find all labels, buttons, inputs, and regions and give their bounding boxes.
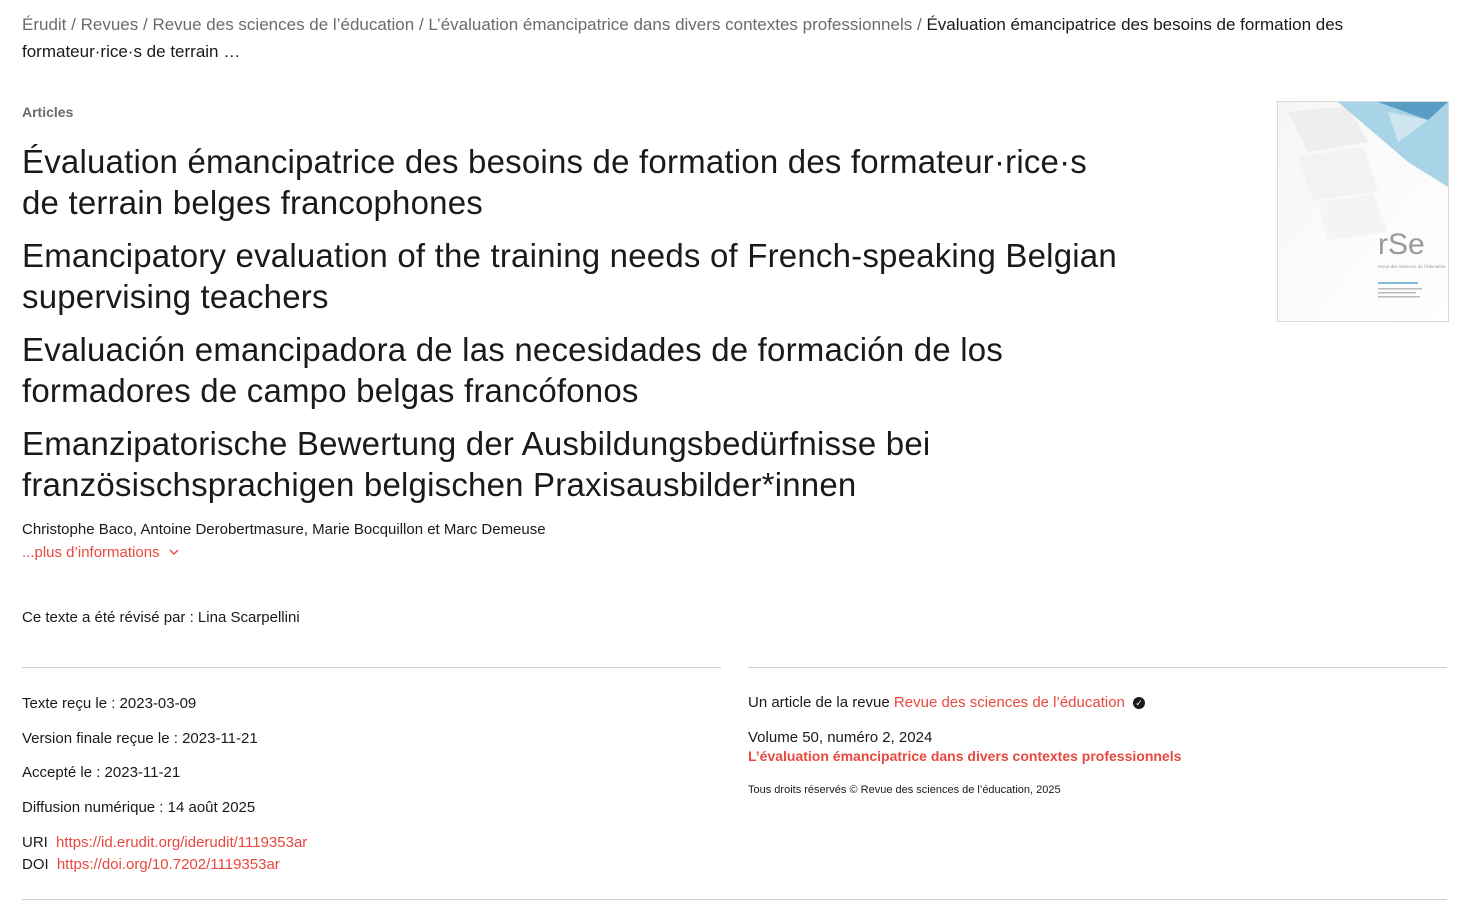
uri-row bbox=[22, 832, 307, 854]
breadcrumb-separator: / bbox=[142, 15, 153, 34]
date-final-version: Version finale reçue le : 2023-11-21 bbox=[22, 729, 258, 747]
verified-check-icon: ✓ bbox=[1133, 697, 1145, 709]
journal-cover-image[interactable] bbox=[1277, 101, 1449, 322]
breadcrumb-link-revues[interactable]: Revues bbox=[80, 15, 139, 34]
section-label: Articles bbox=[22, 104, 74, 120]
journal-info bbox=[748, 694, 1181, 796]
article-title-de: Emanzipatorische Bewertung der Ausbildungsbedürfnisse bei französischsprachigen belgischen Praxisausbilder*innen bbox=[22, 425, 931, 503]
chevron-down-icon bbox=[169, 548, 179, 556]
article-title-en: Emancipatory evaluation of the training needs of French-speaking Belgian supervising teachers bbox=[22, 237, 1117, 315]
article-title-es: Evaluación emancipadora de las necesidades de formación de los formadores de campo belgas francófonos bbox=[22, 331, 1004, 409]
more-info-toggle[interactable] bbox=[22, 544, 179, 561]
journal-prefix: Un article de la revue bbox=[748, 694, 890, 711]
breadcrumb-separator: / bbox=[418, 15, 429, 34]
date-published: Diffusion numérique : 14 août 2025 bbox=[22, 798, 256, 816]
breadcrumb bbox=[22, 11, 1452, 65]
article-dates bbox=[22, 694, 307, 876]
uri-link[interactable]: https://id.erudit.org/iderudit/1119353ar bbox=[56, 834, 308, 851]
divider bbox=[748, 667, 1447, 668]
breadcrumb-link-issue[interactable]: L’évaluation émancipatrice dans divers contextes professionnels bbox=[428, 15, 913, 34]
date-accepted: Accepté le : 2023-11-21 bbox=[22, 764, 181, 781]
cover-logo: rSe bbox=[1378, 228, 1425, 261]
divider bbox=[22, 899, 1447, 900]
journal-link[interactable]: Revue des sciences de l’éducation bbox=[893, 694, 1125, 711]
cover-art bbox=[1278, 102, 1448, 321]
breadcrumb-current: Évaluation émancipatrice des besoins de formation des formateur·rice·s de terrain … bbox=[22, 15, 1344, 61]
article-authors: Christophe Baco, Antoine Derobertmasure, Marie Bocquillon et Marc Demeuse bbox=[22, 521, 546, 538]
breadcrumb-separator: / bbox=[916, 15, 927, 34]
journal-volume: Volume 50, numéro 2, 2024 bbox=[748, 729, 933, 746]
more-info-label: ...plus d’informations bbox=[22, 544, 160, 561]
reviewer-note: Ce texte a été révisé par : Lina Scarpellini bbox=[22, 609, 300, 626]
doi-row bbox=[22, 854, 307, 876]
article-title-fr: Évaluation émancipatrice des besoins de formation des formateur·rice·s de terrain belges francophones bbox=[22, 143, 1088, 221]
cover-subtitle: revue des sciences de l’éducation bbox=[1378, 264, 1446, 269]
doi-link[interactable]: https://doi.org/10.7202/1119353ar bbox=[56, 856, 280, 873]
date-received: Texte reçu le : 2023-03-09 bbox=[22, 695, 197, 712]
divider bbox=[22, 667, 721, 668]
copyright-notice: Tous droits réservés © Revue des sciences de l’éducation, 2025 bbox=[748, 784, 1061, 796]
breadcrumb-link-erudit[interactable]: Érudit bbox=[22, 15, 67, 34]
article-titles bbox=[22, 141, 1122, 517]
journal-line bbox=[748, 694, 1181, 729]
breadcrumb-separator: / bbox=[71, 15, 81, 34]
breadcrumb-link-journal[interactable]: Revue des sciences de l’éducation bbox=[152, 15, 415, 34]
issue-title-link[interactable]: L’évaluation émancipatrice dans divers contextes professionnels bbox=[748, 748, 1182, 764]
uri-label: URI bbox=[22, 834, 48, 851]
doi-label: DOI bbox=[22, 856, 49, 873]
